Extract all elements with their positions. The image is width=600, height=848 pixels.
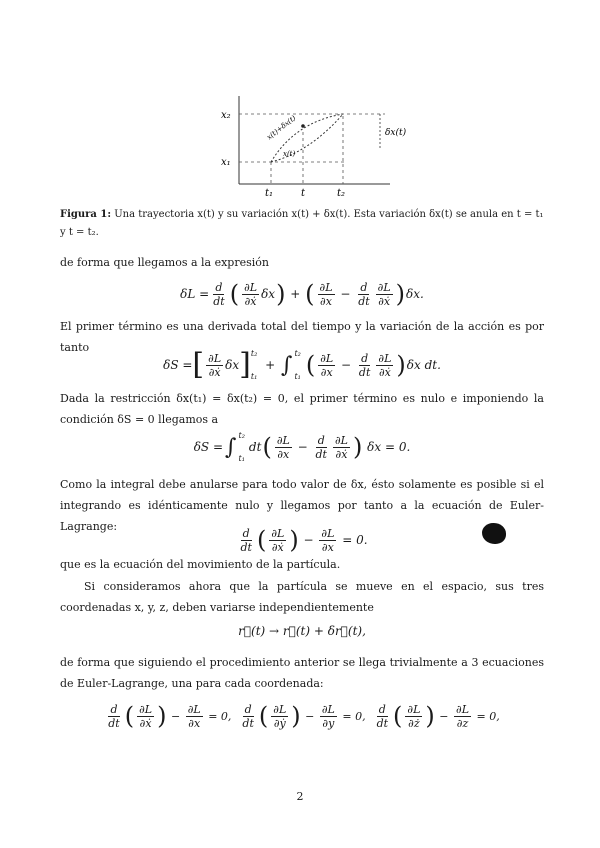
paragraph-3: Dada la restricción δx(t₁) = δx(t₂) = 0, el primer término es nulo e imponiendo la condición δS = 0 llegamos a (60, 392, 544, 426)
t1-label: t₁ (265, 188, 274, 199)
upper-curve-label: x(t)+δx(t) (265, 114, 298, 142)
paragraph-1: de forma que llegamos a la expresión (60, 256, 269, 269)
equation-position-variation: r⃗(t) → r⃗(t) + δr⃗(t), (238, 624, 366, 638)
equation-euler-lagrange: $\frac{d}{dt}$ ( $\frac{\partial L}{\text{∂ẋ}}$ ) − $\frac{\partial L}{\partial x}$ = 0. (240, 526, 368, 554)
paragraph-5: que es la ecuación del movimiento de la partícula. (60, 558, 341, 571)
x1-label: x₁ (221, 157, 231, 168)
page-number: 2 (296, 790, 304, 803)
ink-blot (482, 523, 506, 544)
caption-text: Una trayectoria x(t) y su variación x(t) + δx(t). Esta variación δx(t) se anula en t = t₁ y t = t₂. (60, 209, 544, 238)
equation-variation-action: δS = [ $\frac{\partial L}{\text{∂ẋ}}$ δx ] t₂ t₁ + ∫ t₂ t₁ ( $\frac{\partial L}{\partial x}$ − $\frac{d}{dt}$ $\frac{\partial L}{\text{∂ẋ}}$ ) δx dt. (163, 347, 441, 382)
paragraph-6: Si consideramos ahora que la partícula se mueve en el espacio, sus tres coordenadas x, y, z, deben variarse independientemente (60, 580, 544, 614)
delta-x-label: δx(t) (385, 128, 407, 138)
figure-caption (60, 206, 544, 242)
paragraph-2: El primer término es una derivada total del tiempo y la variación de la acción es por tanto (60, 320, 544, 354)
paragraph-4: Como la integral debe anularse para todo valor de δx, ésto solamente es posible si el integrando es idénticamente nulo y llegamos por tanto a la ecuación de Euler-Lagrange: (60, 478, 544, 533)
equation-variation-lagrangian: δL = $\frac{d}{dt}$ ( $\frac{\partial L}{\text{∂ẋ}}$ δx ) + ( $\frac{\partial L}{\partial x}$ − $\frac{d}{dt}$ $\frac{\partial L}{\text{∂ẋ}}$ ) δx. (180, 280, 424, 308)
trajectory-figure (215, 92, 415, 202)
equation-three-euler-lagrange: $\frac{d}{dt}$ ( $\frac{\partial L}{\text{∂ẋ}}$ ) − $\frac{\partial L}{\partial x}$ = 0, $\frac{d}{dt}$ ( $\frac{\partial L}{\text{∂ẏ}}$ ) − $\frac{\partial L}{\partial y}$ = 0, $\frac{d}{dt}$ ( $\frac{\partial L}{\partial ż}$ ) − $\frac{\partial L}{\partial z}$ = 0, (108, 702, 500, 730)
caption-label: Figura 1: (60, 209, 112, 220)
lower-curve-label: x(t) (283, 150, 296, 158)
paragraph-7: de forma que siguiendo el procedimiento anterior se llega trivialmente a 3 ecuaciones de Euler-Lagrange, una para cada coordenada: (60, 656, 544, 690)
equation-stationary-action: δS = ∫ t₂ t₁ dt ( $\frac{\partial L}{\partial x}$ − $\frac{d}{dt}$ $\frac{\partial L}{\text{∂ẋ}}$ ) δx = 0. (193, 431, 411, 463)
x2-label: x₂ (221, 110, 231, 121)
t-label: t (301, 188, 306, 199)
t2-label: t₂ (337, 188, 346, 199)
